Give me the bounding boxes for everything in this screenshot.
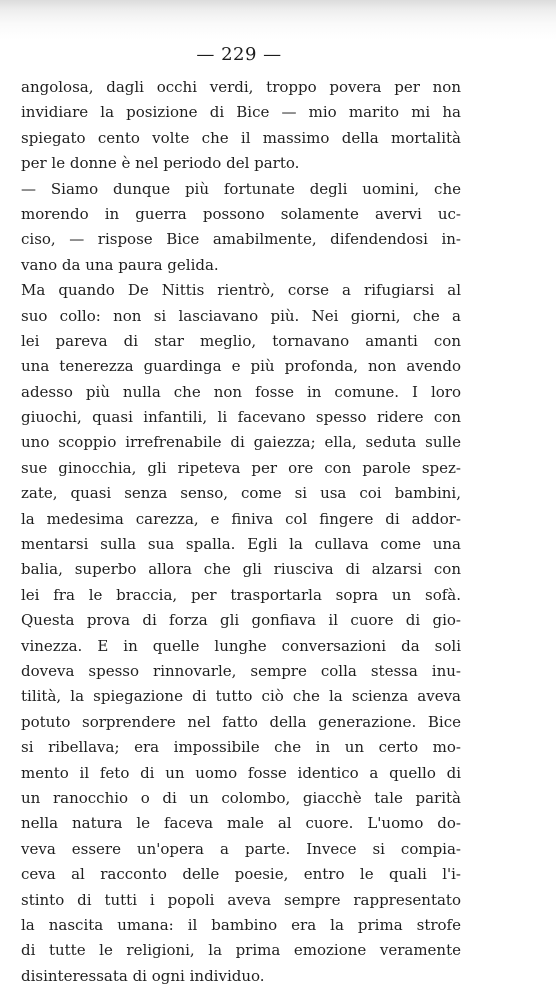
text-line: lei pareva di star meglio, tornavano amanti con	[21, 331, 461, 350]
text-line: suo collo: non si lasciavano più. Nei giorni, che a	[21, 306, 461, 325]
text-line: nella natura le faceva male al cuore. L'uomo do-	[21, 814, 461, 833]
text-line: invidiare la posizione di Bice — mio marito mi ha	[21, 103, 461, 122]
text-line: adesso più nulla che non fosse in comune. I loro	[21, 382, 461, 401]
text-line: Questa prova di forza gli gonfiava il cuore di gio-	[21, 611, 461, 630]
text-line: stinto di tutti i popoli aveva sempre rappresentato	[21, 890, 461, 909]
text-line: lei fra le braccia, per trasportarla sopra un sofà.	[21, 585, 461, 604]
text-line: per le donne è nel periodo del parto.	[21, 154, 300, 173]
text-line: mentarsi sulla sua spalla. Egli la cullava come una	[21, 535, 461, 554]
body-text	[21, 75, 461, 989]
text-line: tilità, la spiegazione di tutto ciò che la scienza aveva	[21, 687, 461, 706]
text-line: Ma quando De Nittis rientrò, corse a rifugiarsi al	[21, 281, 461, 300]
text-line: zate, quasi senza senso, come si usa coi bambini,	[21, 484, 461, 503]
text-line: vano da una paura gelida.	[21, 255, 219, 274]
text-line: vinezza. E in quelle lunghe conversazioni da soli	[21, 636, 461, 655]
text-line: una tenerezza guardinga e più profonda, non avendo	[21, 357, 461, 376]
text-line: mento il feto di un uomo fosse identico a quello di	[21, 763, 461, 782]
text-line: la medesima carezza, e finiva col fingere di addor-	[21, 509, 461, 528]
text-line: sue ginocchia, gli ripeteva per ore con parole spez-	[21, 458, 461, 477]
text-line: morendo in guerra possono solamente avervi uc-	[21, 204, 461, 223]
text-line: di tutte le religioni, la prima emozione veramente	[21, 941, 461, 960]
text-line: un ranocchio o di un colombo, giacchè tale parità	[21, 788, 461, 807]
text-line: balia, superbo allora che gli riusciva di alzarsi con	[21, 560, 461, 579]
text-line: — Siamo dunque più fortunate degli uomini, che	[21, 179, 461, 198]
text-line: spiegato cento volte che il massimo della mortalità	[21, 128, 461, 147]
text-line: potuto sorprendere nel fatto della generazione. Bice	[21, 712, 461, 731]
text-line: veva essere un'opera a parte. Invece si compia-	[21, 839, 461, 858]
text-line: angolosa, dagli occhi verdi, troppo povera per non	[21, 78, 461, 96]
text-line: ciso, — rispose Bice amabilmente, difendendosi in-	[21, 230, 461, 249]
text-line: la nascita umana: il bambino era la prima strofe	[21, 915, 461, 934]
text-line: si ribellava; era impossibile che in un certo mo-	[21, 738, 461, 757]
text-line: doveva spesso rinnovarle, sempre colla stessa inu-	[21, 661, 461, 680]
page-number: — 229 —	[196, 44, 282, 65]
text-line: giuochi, quasi infantili, li facevano spesso ridere con	[21, 408, 461, 427]
text-line: ceva al racconto delle poesie, entro le quali l'i-	[21, 865, 461, 884]
text-line: disinteressata di ogni individuo.	[21, 966, 265, 985]
text-line: uno scoppio irrefrenabile di gaiezza; ella, seduta sulle	[21, 433, 461, 452]
